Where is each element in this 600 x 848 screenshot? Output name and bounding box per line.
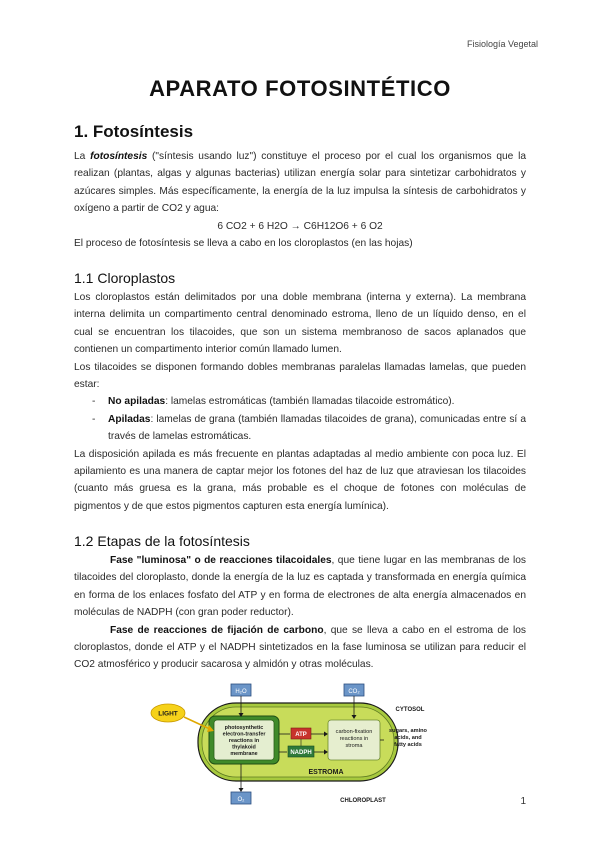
nadph-label: NADPH — [290, 750, 312, 756]
etr-label-line: membrane — [230, 751, 258, 757]
text: La — [74, 151, 91, 162]
list-dash: - — [92, 413, 96, 425]
paragraph: La disposición apilada es más frecuente en plantas adaptadas al medio ambiente con poca luz. El apilamiento es una manera de captar mejor los fotones del haz de luz que atraviesan los tilacoides (cuanto más gruesa es la grana, más probable es el choque de fotones con moléculas de pigmentos y de que estos pigmentos capturen esta energía lumínica). — [74, 448, 526, 512]
chloroplast-diagram — [146, 680, 446, 808]
paragraph — [74, 552, 526, 622]
paragraph — [74, 622, 526, 674]
paragraph: El proceso de fotosíntesis se lleva a cabo en los cloroplastos (en las hojas) — [74, 238, 413, 250]
light-label: LIGHT — [158, 710, 178, 718]
section-1-2-body — [74, 552, 526, 674]
text: ("síntesis usando luz") constituye el proceso por el cual los organismos que la realizan (plantas, algas y algunas bacterias) utilizan energía solar para sintetizar carbohidratos y azúcares simples. Más específicamente, la energía de la luz impulsa la síntesis de carbohidratos y oxígeno a partir de CO2 y agua: — [74, 151, 526, 215]
paragraph — [74, 148, 526, 218]
etr-label-line: thylakoid — [232, 744, 256, 751]
text: , que tiene lugar en las membranas de los tilacoides del cloroplasto, donde la energía de la luz es captada y transformada en energía química en forma de los enlaces fosfato del ATP y en forma de electrones de alta energía almacenados en moléculas de NADPH (con gran poder reductor). — [74, 555, 526, 619]
list-text: : lamelas de grana (también llamadas tilacoides de grana), comunicadas entre sí a través de lamelas estromáticas. — [108, 413, 526, 443]
text: , que se lleva a cabo en el estroma de los cloroplastos, donde el ATP y el NADPH sintetizados en la fase luminosa se utilizan para reducir el CO2 atmosférico y producir sacarosa y almidón y otras moléculas. — [74, 624, 526, 671]
etr-label-line: electron-transfer — [222, 731, 266, 738]
section-heading-cloroplastos: 1.1 Cloroplastos — [74, 270, 176, 286]
page-number: 1 — [520, 796, 526, 807]
cytosol-label: CYTOSOL — [395, 707, 425, 713]
list-item — [74, 393, 526, 410]
equation: 6 CO2 + 6 H2O → C6H12O6 + 6 O2 — [217, 220, 383, 232]
list-term: No apiladas — [108, 396, 166, 408]
list-term: Apiladas — [108, 413, 151, 425]
list-text: : lamelas estromáticas (también llamadas tilacoide estromático). — [165, 396, 455, 408]
section-heading-fotosintesis: 1. Fotosíntesis — [74, 122, 194, 141]
list-dash: - — [92, 396, 96, 408]
section-1-1-body — [74, 289, 526, 515]
o2-label: O₂ — [237, 797, 245, 803]
cf-label-line: stroma — [345, 743, 363, 749]
etr-label-line: reactions in — [228, 738, 260, 744]
products-label-line: acids, and — [394, 735, 422, 741]
page-title: APARATO FOTOSINTÉTICO — [149, 76, 451, 101]
products-label-line: fatty acids — [394, 742, 422, 748]
co2-label: CO₂ — [348, 689, 360, 695]
running-header: Fisiología Vegetal — [466, 39, 538, 49]
h2o-label: H₂O — [235, 689, 247, 695]
chloroplast-label: CHLOROPLAST — [340, 798, 386, 804]
cf-label-line: carbon-fixation — [335, 729, 373, 735]
section-heading-etapas: 1.2 Etapas de la fotosíntesis — [74, 533, 250, 549]
atp-label: ATP — [295, 732, 307, 738]
arrowhead — [239, 788, 244, 792]
paragraph: Los tilacoides se disponen formando dobles membranas paralelas llamadas lamelas, que pueden estar: — [74, 361, 526, 391]
term-fase-fijacion: Fase de reacciones de fijación de carbono — [110, 624, 324, 636]
section-1-body — [74, 148, 526, 252]
stroma-label: ESTROMA — [308, 769, 344, 776]
etr-label-line: photosynthetic — [224, 725, 264, 731]
term-fotosintesis: fotosíntesis — [90, 151, 148, 162]
cf-label-line: reactions in — [339, 736, 369, 742]
products-label-line: sugars, amino — [389, 728, 427, 734]
list-item — [74, 411, 526, 446]
paragraph: Los cloroplastos están delimitados por una doble membrana (interna y externa). La membrana interna delimita un compartimento central denominado estroma, lleno de un líquido denso, en el cual se encuentran los tilacoides, que son un sistema membranoso de sacos aplanados que contienen un compartimento interior común llamado lumen. — [74, 292, 526, 356]
term-fase-luminosa: Fase "luminosa" o de reacciones tilacoidales — [110, 555, 332, 566]
